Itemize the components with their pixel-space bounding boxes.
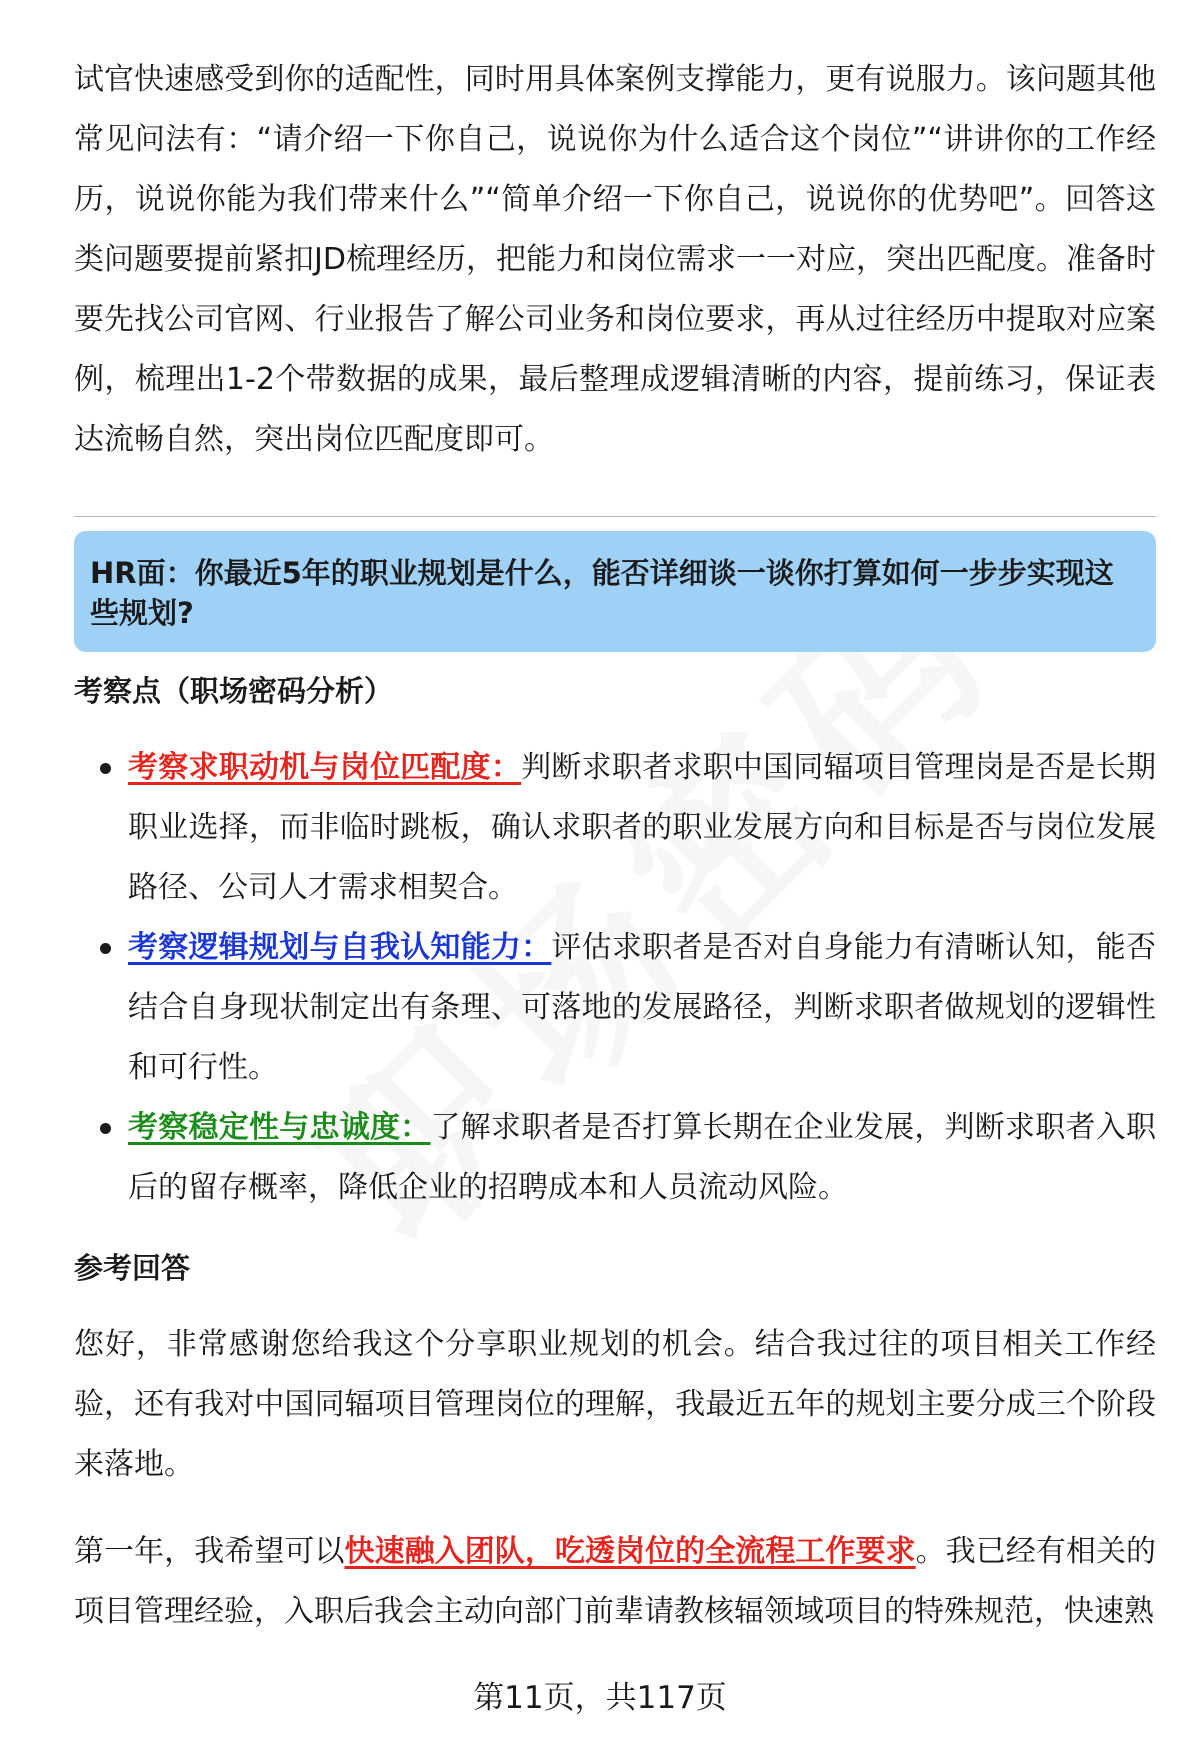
- point-text: 了解求职者是否打算长期在企业发展，判断求职者入职后的留存概率，降低企业的招聘成本和人员流动风险。: [128, 1110, 1157, 1205]
- question-text: HR面：你最近5年的职业规划是什么，能否详细谈一谈你打算如何一步步实现这些规划?: [90, 556, 1114, 630]
- answer-highlight: 快速融入团队，吃透岗位的全流程工作要求: [344, 1534, 916, 1569]
- bullet-icon: [100, 943, 111, 954]
- point-text: 评估求职者是否对自身能力有清晰认知，能否结合自身现状制定出有条理、可落地的发展路径，判断求职者做规划的逻辑性和可行性。: [128, 930, 1157, 1085]
- answer-text-before: 第一年，我希望可以: [74, 1534, 345, 1569]
- analysis-points-list: [74, 738, 1156, 1218]
- intro-paragraph: 试官快速感受到你的适配性，同时用具体案例支撑能力，更有说服力。该问题其他常见问法有：“请介绍一下你自己，说说你为什么适合这个岗位”“讲讲你的工作经历，说说你能为我们带来什么”“简单介绍一下你自己，说说你的优势吧”。回答这类问题要提前紧扣JD梳理经历，把能力和岗位需求一一对应，突出匹配度。准备时要先找公司官网、行业报告了解公司业务和岗位要求，再从过往经历中提取对应案例，梳理出1-2个带数据的成果，最后整理成逻辑清晰的内容，提前练习，保证表达流畅自然，突出岗位匹配度即可。: [74, 62, 1156, 457]
- answer-paragraph-2: [74, 1522, 1156, 1642]
- point-keyword: 考察逻辑规划与自我认知能力：: [128, 930, 552, 965]
- section-divider: [74, 516, 1156, 517]
- reference-heading: 参考回答: [74, 1251, 191, 1285]
- question-box: [74, 531, 1156, 652]
- bullet-icon: [100, 1123, 111, 1134]
- list-item: [74, 1098, 1156, 1218]
- point-keyword: 考察求职动机与岗位匹配度：: [128, 750, 522, 785]
- point-keyword: 考察稳定性与忠诚度：: [128, 1110, 431, 1145]
- answer-paragraph-1: 您好，非常感谢您给我这个分享职业规划的机会。结合我过往的项目相关工作经验，还有我对中国同辐项目管理岗位的理解，我最近五年的规划主要分成三个阶段来落地。: [74, 1327, 1156, 1482]
- list-item: [74, 918, 1156, 1098]
- answer-text-after: 。我已经有相关的项目管理经验，入职后我会主动向部门前辈请教核辐领域项目的特殊规范，快速熟: [74, 1534, 1157, 1629]
- page-footer: 第11页，共117页: [473, 1680, 727, 1716]
- bullet-icon: [100, 763, 111, 774]
- list-item: [74, 738, 1156, 918]
- analysis-heading: 考察点（职场密码分析）: [74, 674, 394, 708]
- point-text: 判断求职者求职中国同辐项目管理岗是否是长期职业选择，而非临时跳板，确认求职者的职业发展方向和目标是否与岗位发展路径、公司人才需求相契合。: [128, 750, 1157, 905]
